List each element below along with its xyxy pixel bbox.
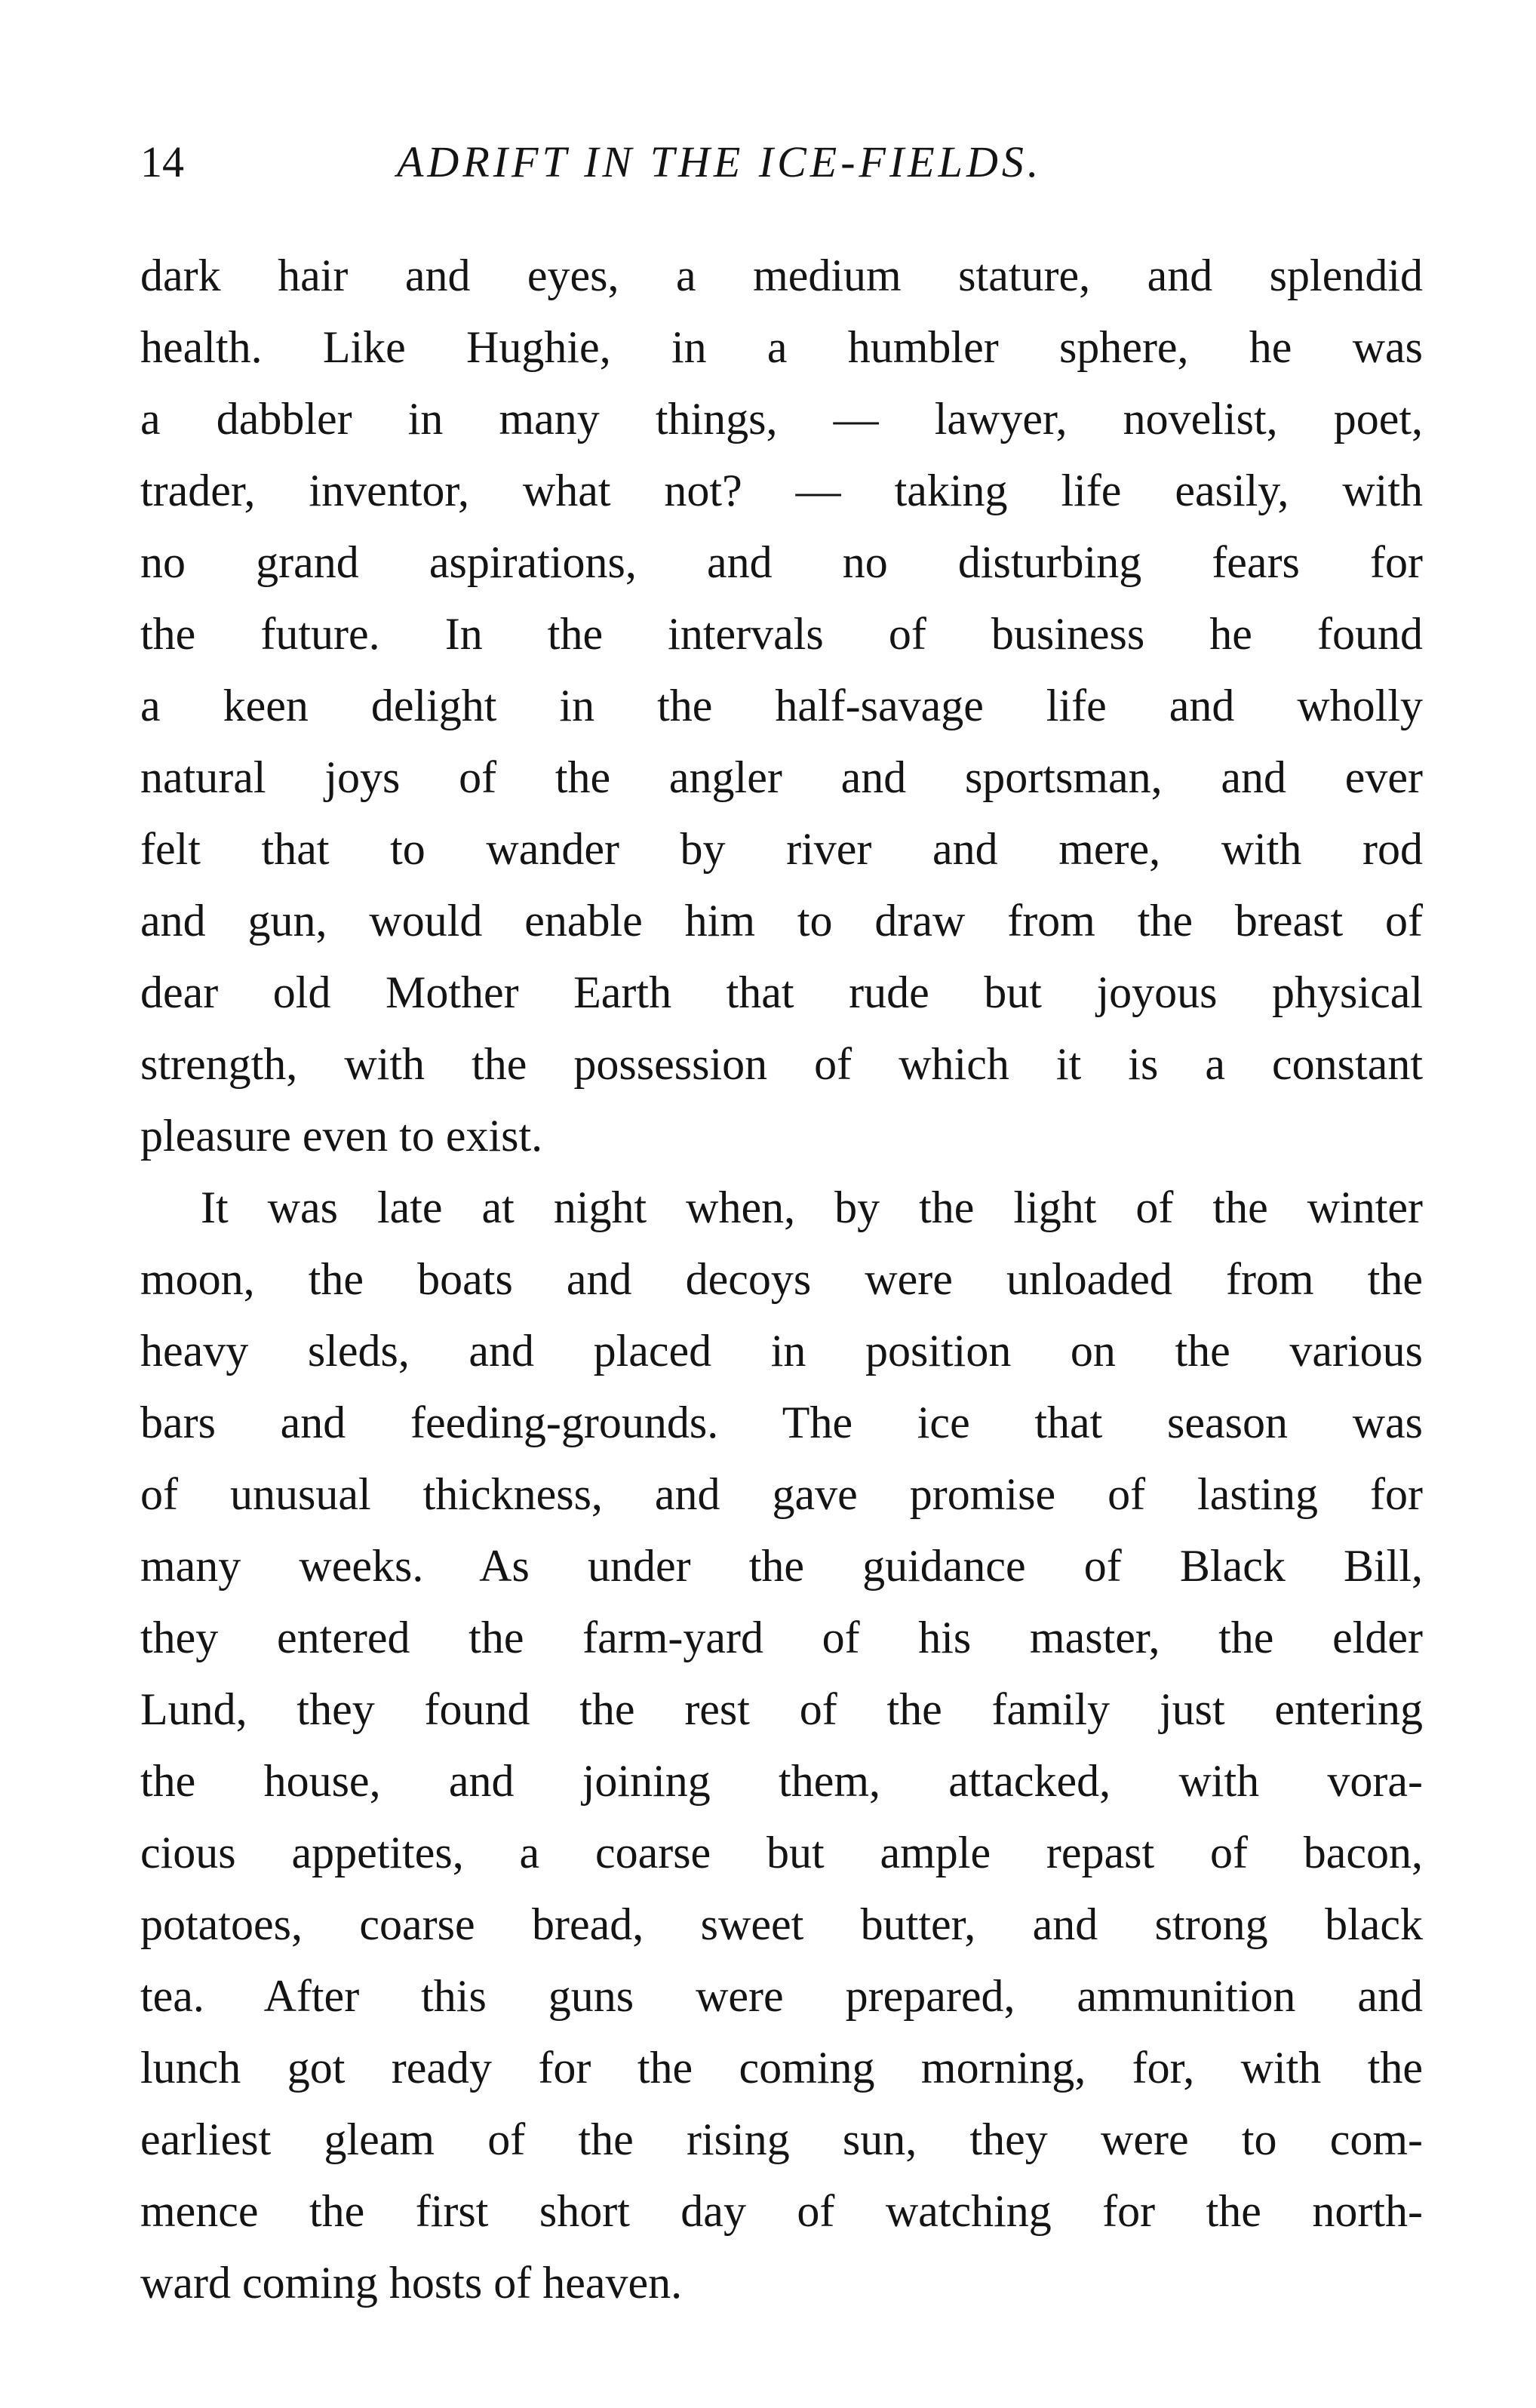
text-line: strength, with the possession of which it is a constant (140, 1039, 1423, 1089)
text-line: heavy sleds, and placed in position on the various (140, 1326, 1423, 1376)
text-line: tea. After this guns were prepared, ammunition and (140, 1971, 1423, 2021)
page-number: 14 (140, 137, 184, 186)
text-line: mence the first short day of watching for the north- (140, 2186, 1423, 2236)
text-line: the house, and joining them, attacked, with vora- (140, 1756, 1423, 1806)
text-line: felt that to wander by river and mere, with rod (140, 824, 1423, 874)
text-line: no grand aspirations, and no disturbing fears for (140, 537, 1423, 587)
text-line: many weeks. As under the guidance of Black Bill, (140, 1541, 1423, 1591)
text-line: a keen delight in the half-savage life and wholly (140, 681, 1423, 730)
text-line: moon, the boats and decoys were unloaded from the (140, 1254, 1423, 1304)
running-head: ADRIFT IN THE ICE-FIELDS. (397, 137, 1043, 186)
text-line: pleasure even to exist. (140, 1111, 543, 1161)
text-line: a dabbler in many things, — lawyer, novelist, poet, (140, 394, 1423, 444)
text-line: health. Like Hughie, in a humbler sphere, he was (140, 322, 1423, 372)
text-line: earliest gleam of the rising sun, they were to com- (140, 2114, 1423, 2164)
text-line: lunch got ready for the coming morning, for, with the (140, 2043, 1423, 2093)
text-line: dear old Mother Earth that rude but joyous physical (140, 967, 1423, 1017)
text-line: they entered the farm-yard of his master, the elder (140, 1613, 1423, 1662)
text-line: It was late at night when, by the light of the winter (201, 1182, 1423, 1232)
text-line: and gun, would enable him to draw from the breast of (140, 896, 1423, 946)
text-line: natural joys of the angler and sportsman, and ever (140, 752, 1423, 802)
body-text (140, 240, 1423, 2319)
paragraph (140, 240, 1423, 1172)
text-line: ward coming hosts of heaven. (140, 2258, 683, 2308)
text-line: the future. In the intervals of business he found (140, 609, 1423, 659)
text-line: bars and feeding-grounds. The ice that season was (140, 1398, 1423, 1447)
text-line: of unusual thickness, and gave promise of lasting for (140, 1469, 1423, 1519)
text-line: cious appetites, a coarse but ample repast of bacon, (140, 1828, 1423, 1878)
text-line: Lund, they found the rest of the family just entering (140, 1684, 1423, 1734)
text-line: potatoes, coarse bread, sweet butter, and strong black (140, 1899, 1423, 1949)
text-line: trader, inventor, what not? — taking life easily, with (140, 466, 1423, 515)
text-line: dark hair and eyes, a medium stature, and splendid (140, 251, 1423, 300)
page-header (140, 128, 1423, 196)
paragraph (140, 1172, 1423, 2319)
